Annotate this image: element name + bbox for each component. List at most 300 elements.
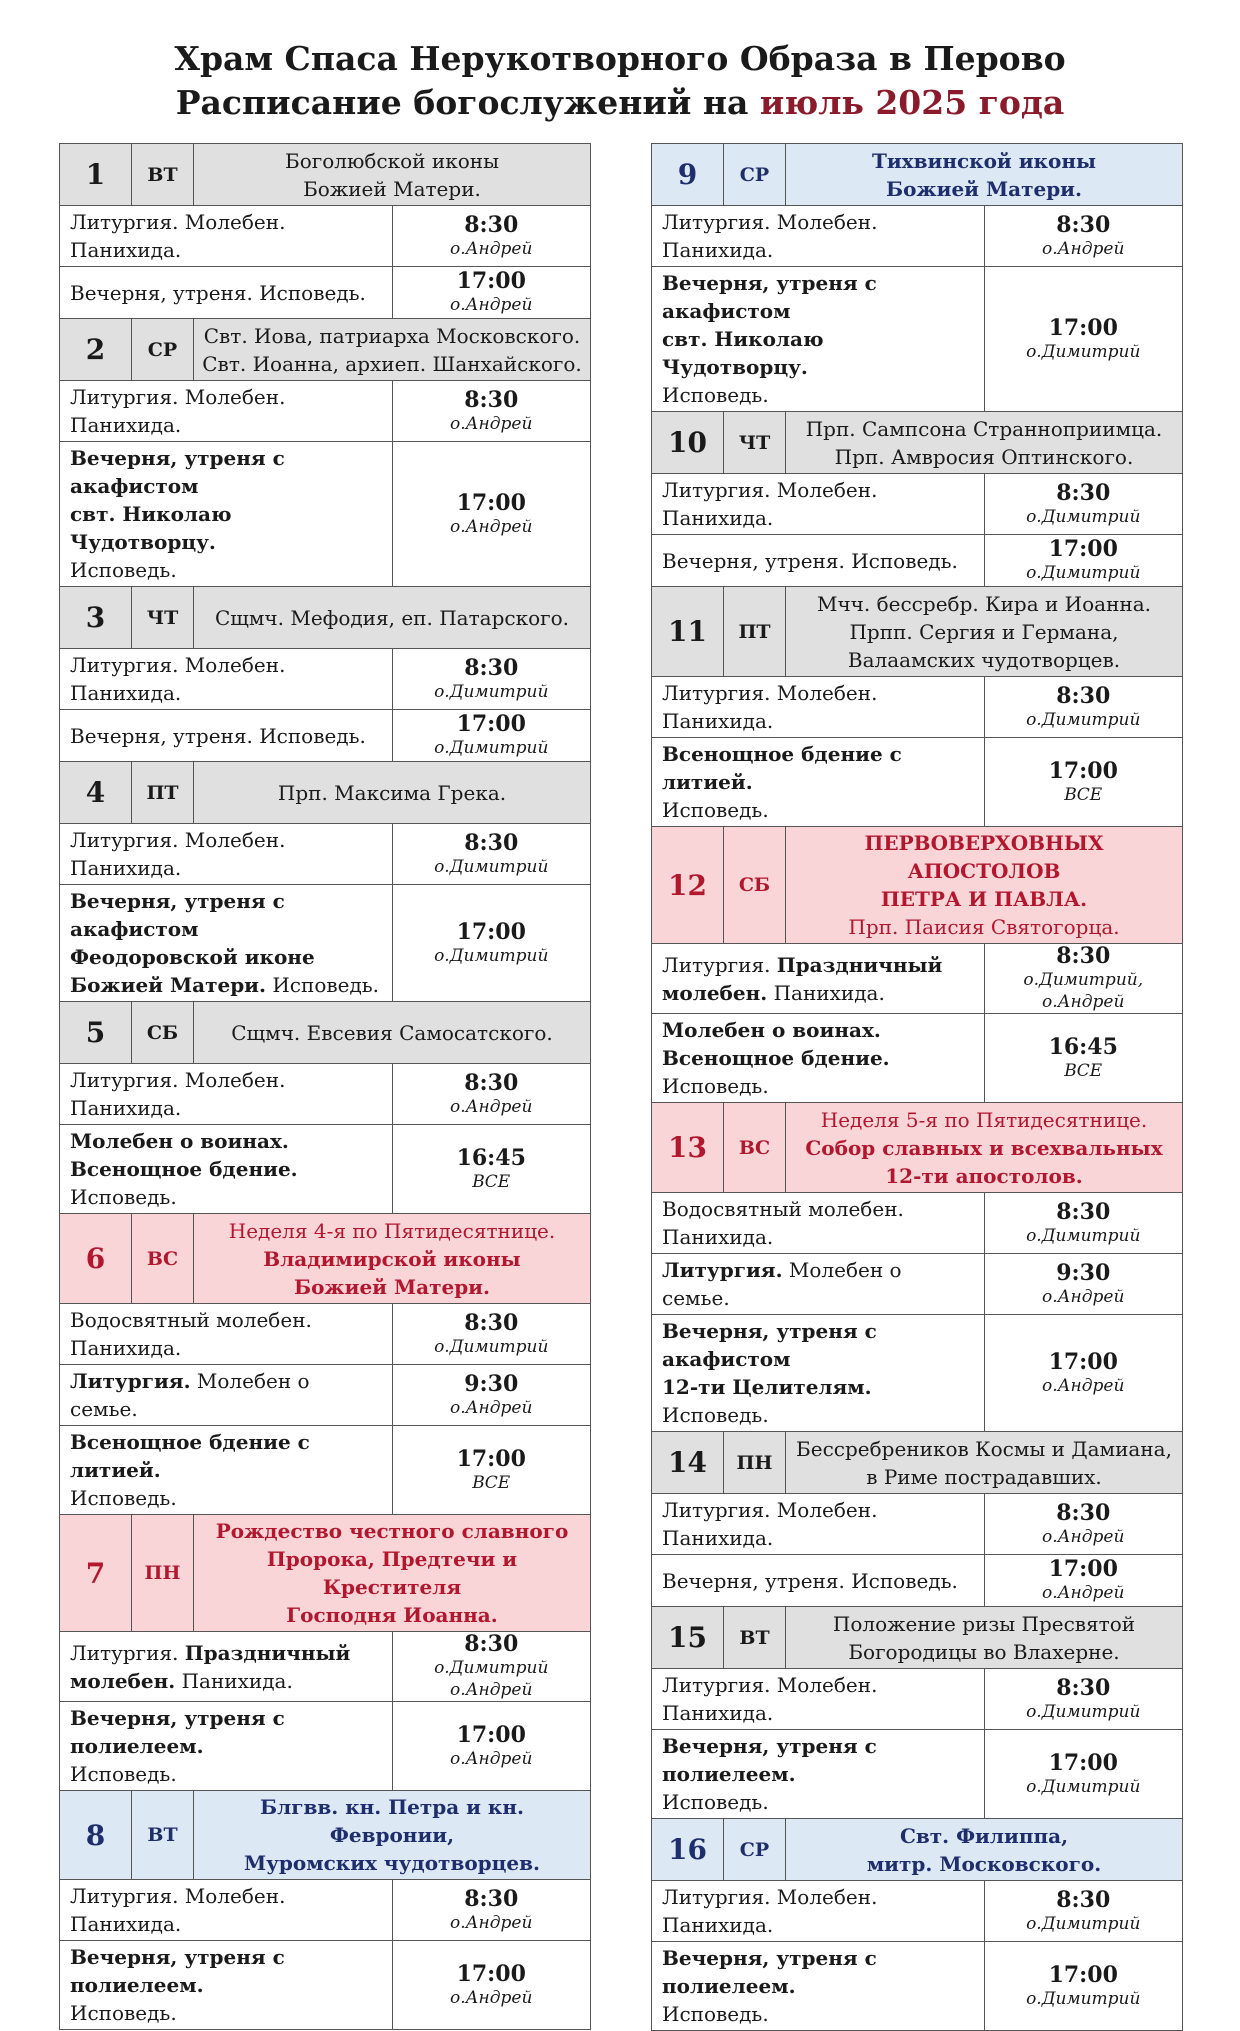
service-line (70, 383, 382, 439)
service-row (60, 1064, 591, 1125)
service-time: 17:00 (456, 1960, 526, 1987)
service-text: Вечерня, утреня с полиелеем. (70, 1945, 285, 1997)
service-time-cell (392, 1365, 591, 1426)
service-time-cell (984, 206, 1183, 267)
service-text-bold: Праздничный (776, 952, 943, 977)
service-time: 17:00 (456, 1721, 526, 1748)
feast-line (790, 1850, 1178, 1878)
day-header-row (652, 1607, 1183, 1669)
service-line (70, 1428, 382, 1484)
service-line (70, 279, 382, 307)
day-header-row (652, 412, 1183, 474)
service-line (70, 1484, 382, 1512)
service-time: 8:30 (464, 829, 519, 856)
feast-text: Валаамских чудотворцев. (847, 647, 1121, 672)
service-text: 12-ти Целителям. (662, 1375, 872, 1399)
service-line (70, 1760, 382, 1788)
day-number: 14 (652, 1432, 724, 1494)
service-priest: о.Димитрий (1026, 1225, 1141, 1246)
service-text: Литургия. Молебен. Панихида. (70, 828, 286, 880)
service-text: Литургия. (662, 952, 777, 977)
service-description (60, 1702, 393, 1791)
feast-text: Собор славных и всехвальных (805, 1135, 1163, 1160)
feast-line (790, 829, 1178, 885)
day-number: 4 (60, 762, 132, 824)
feast-title (194, 1515, 591, 1632)
service-row (60, 1632, 591, 1702)
feast-line (198, 1545, 586, 1601)
feast-line (790, 1822, 1178, 1850)
service-line (662, 547, 974, 575)
feast-text: Божией Матери. (886, 176, 1082, 201)
service-text: Всенощное бдение с литией. (662, 742, 902, 794)
day-of-week: СР (724, 1819, 786, 1881)
service-line (70, 722, 382, 750)
service-row (60, 381, 591, 442)
service-row (652, 1555, 1183, 1607)
service-description (652, 474, 985, 535)
service-text: Вечерня, утреня с полиелеем. (662, 1734, 877, 1786)
service-text-tail: Исповедь. (662, 1403, 769, 1427)
service-time-cell (984, 1555, 1183, 1607)
service-text: Исповедь. (70, 558, 177, 582)
service-description (60, 1125, 393, 1214)
service-text: Молебен о воинах. (70, 1129, 289, 1153)
service-time-cell (984, 1494, 1183, 1555)
feast-title (194, 587, 591, 649)
service-text-tail: Панихида. (175, 1668, 293, 1693)
service-line (662, 1671, 974, 1727)
service-line (662, 1016, 974, 1044)
service-line (662, 1883, 974, 1939)
service-time-cell (392, 1125, 591, 1214)
service-text: Вечерня, утреня с акафистом (662, 1319, 877, 1371)
page-title: Храм Спаса Нерукотворного Образа в Перово (174, 39, 1066, 78)
service-description (652, 267, 985, 412)
service-priest: о.Димитрий (434, 856, 549, 877)
service-time-cell (984, 1254, 1183, 1315)
service-time-cell (392, 1064, 591, 1125)
feast-text: Рождество честного славного (215, 1519, 569, 1543)
service-line (662, 1567, 974, 1595)
feast-text: митр. Московского. (866, 1851, 1102, 1876)
feast-line (790, 913, 1178, 941)
service-row (652, 1494, 1183, 1555)
feast-title (786, 412, 1183, 474)
service-text: . Исповедь. (246, 280, 366, 305)
service-text: Вечерня, утреня с акафистом (662, 271, 877, 323)
service-line (70, 1066, 382, 1122)
feast-line (790, 1463, 1178, 1491)
service-row (60, 267, 591, 319)
service-priest: ВСЕ (472, 1171, 511, 1192)
feast-text: Пророка, Предтечи и Крестителя (266, 1547, 518, 1599)
feast-line (790, 590, 1178, 618)
service-text: Вечерня, утреня (662, 548, 839, 573)
service-text: Исповедь. (662, 2002, 769, 2026)
service-priest: ВСЕ (472, 1472, 511, 1493)
service-text: Литургия. Молебен. Панихида. (70, 653, 286, 705)
service-line (70, 1882, 382, 1938)
service-time-cell (984, 1315, 1183, 1432)
service-priest: о.Димитрий (434, 1336, 549, 1357)
service-priest: о.Андрей (450, 1748, 533, 1769)
service-time: 9:30 (464, 1370, 519, 1397)
day-of-week: СР (132, 319, 194, 381)
service-description (60, 1426, 393, 1515)
service-line (70, 1367, 382, 1423)
feast-line (790, 1162, 1178, 1190)
service-priest: о.Андрей (1042, 238, 1125, 259)
service-priest: о.Димитрий (434, 738, 549, 758)
service-time: 8:30 (464, 1885, 519, 1912)
service-time: 8:30 (1056, 479, 1111, 506)
service-row (652, 535, 1183, 587)
day-number: 3 (60, 587, 132, 649)
feast-line (198, 175, 586, 203)
service-time: 8:30 (1056, 1198, 1111, 1225)
day-header-row (652, 1819, 1183, 1881)
service-priest: ВСЕ (1064, 1060, 1103, 1081)
service-row (652, 738, 1183, 827)
service-description (60, 267, 393, 319)
service-line (70, 943, 382, 971)
service-line (70, 1943, 382, 1999)
service-description (652, 535, 985, 587)
service-line (70, 651, 382, 707)
service-time: 9:30 (1056, 1259, 1111, 1286)
service-description (652, 1315, 985, 1432)
feast-line (790, 1638, 1178, 1666)
service-line (662, 1044, 974, 1100)
schedule-column-right (651, 143, 1183, 2031)
service-line (70, 1639, 382, 1667)
service-time: 17:00 (1048, 1556, 1118, 1582)
subtitle-prefix: Расписание богослужений на (175, 83, 760, 122)
feast-line (198, 1849, 586, 1877)
service-time: 17:00 (456, 711, 526, 737)
feast-text: Прп. Максима Грека. (277, 780, 507, 805)
service-line (70, 826, 382, 882)
service-text: Вечерня, утреня с акафистом (70, 889, 285, 941)
feast-text: Свт. Филиппа, (899, 1823, 1069, 1848)
service-text: Литургия. (70, 1640, 185, 1665)
service-description (652, 677, 985, 738)
service-line (662, 1788, 974, 1816)
service-time-cell (392, 649, 591, 710)
service-time-cell (392, 1702, 591, 1791)
day-number: 5 (60, 1002, 132, 1064)
feast-line (790, 618, 1178, 646)
day-number: 16 (652, 1819, 724, 1881)
day-header-row (652, 1103, 1183, 1193)
service-time: 8:30 (1056, 682, 1111, 709)
service-row (60, 1702, 591, 1791)
service-text: . Исповедь. (838, 1568, 958, 1593)
feast-text: Мчч. бессребр. Кира и Иоанна. (816, 591, 1152, 616)
service-line (662, 1732, 974, 1788)
day-number: 9 (652, 144, 724, 206)
service-line (662, 1496, 974, 1552)
service-text: молебен. (70, 1668, 176, 1693)
service-row (652, 677, 1183, 738)
feast-line (790, 147, 1178, 175)
feast-text: Прпп. Сергия и Германа, (849, 619, 1119, 644)
service-row (652, 1669, 1183, 1730)
service-text: Всенощное бдение с литией. (70, 1430, 310, 1482)
service-line (662, 208, 974, 264)
service-description (652, 1014, 985, 1103)
feast-title (786, 827, 1183, 944)
feast-line (198, 1019, 586, 1047)
day-of-week: ВС (724, 1103, 786, 1193)
day-header-row (60, 1214, 591, 1304)
service-time: 8:30 (1056, 1674, 1111, 1701)
service-time-cell (984, 1942, 1183, 2031)
service-time: 17:00 (456, 268, 526, 294)
service-priest: о.Андрей (450, 1912, 533, 1933)
service-row (652, 944, 1183, 1014)
service-row (652, 1014, 1183, 1103)
service-row (652, 474, 1183, 535)
feast-line (198, 322, 586, 350)
service-description (60, 710, 393, 762)
service-text-tail: Молебен о семье. (70, 1369, 310, 1421)
service-description (652, 1555, 985, 1607)
service-time: 17:00 (456, 918, 526, 945)
service-text: Всенощное бдение. (70, 1157, 298, 1181)
feast-text: Богородицы во Влахерне. (848, 1639, 1120, 1664)
service-text-tail: Молебен о семье. (662, 1258, 902, 1310)
service-time: 8:30 (1056, 1886, 1111, 1913)
service-text: Водосвятный молебен. Панихида. (70, 1308, 312, 1360)
service-description (652, 1881, 985, 1942)
service-line (662, 1256, 974, 1312)
service-description (652, 1254, 985, 1315)
service-line (662, 1317, 974, 1373)
service-text: Исповедь. (70, 1486, 177, 1510)
day-of-week: ВС (132, 1214, 194, 1304)
service-line (70, 556, 382, 584)
service-time-cell (392, 824, 591, 885)
day-of-week: ПТ (724, 587, 786, 677)
day-of-week: ВТ (132, 144, 194, 206)
service-text: Исповедь. (662, 383, 769, 407)
feast-text: Муромских чудотворцев. (243, 1851, 541, 1875)
service-time: 8:30 (464, 1631, 519, 1657)
feast-text: Прп. Амвросия Оптинского. (834, 444, 1134, 469)
day-of-week: СБ (132, 1002, 194, 1064)
service-priest: о.Андрей (450, 516, 533, 537)
feast-line (198, 1217, 586, 1245)
service-line (70, 887, 382, 943)
service-time: 17:00 (1048, 1961, 1118, 1988)
feast-text: ПЕРВОВЕРХОВНЫХ АПОСТОЛОВ (864, 831, 1104, 883)
service-line (662, 381, 974, 409)
service-text: Вечерня, утреня (70, 280, 247, 305)
service-row (652, 206, 1183, 267)
feast-line (790, 1435, 1178, 1463)
service-time: 17:00 (1048, 314, 1118, 341)
service-priest: о.Андрей (1042, 1583, 1125, 1603)
service-line (70, 1667, 382, 1695)
feast-title (786, 144, 1183, 206)
service-text: . Исповедь. (838, 548, 958, 573)
feast-line (198, 147, 586, 175)
service-priest: о.Димитрий (1026, 1701, 1141, 1722)
service-time: 8:30 (1056, 943, 1111, 969)
feast-text: Владимирской иконы (263, 1246, 521, 1271)
service-line (70, 971, 382, 999)
feast-text: Боголюбской иконы (285, 148, 499, 173)
feast-title (194, 144, 591, 206)
day-header-row (60, 762, 591, 824)
service-time-cell (984, 535, 1183, 587)
service-text: Исповедь. (70, 1762, 177, 1786)
day-header-row (60, 1515, 591, 1632)
service-priest: о.Андрей (1042, 1375, 1125, 1396)
feast-line (198, 604, 586, 632)
service-line (70, 1306, 382, 1362)
day-number: 15 (652, 1607, 724, 1669)
feast-text: Господня Иоанна. (286, 1603, 498, 1627)
day-header-row (60, 319, 591, 381)
service-text: свт. Николаю Чудотворцу. (70, 502, 232, 554)
service-row (60, 1125, 591, 1214)
service-priest: о.Андрей (1042, 992, 1125, 1012)
feast-title (194, 762, 591, 824)
service-priest: о.Андрей (1042, 1286, 1125, 1307)
service-row (60, 710, 591, 762)
service-description (60, 1880, 393, 1941)
day-number: 2 (60, 319, 132, 381)
service-line (70, 1704, 382, 1760)
feast-title (786, 1432, 1183, 1494)
service-priest: о.Андрей (450, 1397, 533, 1418)
feast-text: Божией Матери. (303, 176, 481, 201)
service-line (662, 979, 974, 1007)
service-time-cell (392, 1426, 591, 1515)
service-text: Вечерня, утреня (662, 1568, 839, 1593)
service-text: Вечерня, утреня с акафистом (70, 446, 285, 498)
service-text: Литургия. Молебен. Панихида. (70, 385, 286, 437)
page-subtitle (0, 80, 1240, 126)
day-header-row (652, 587, 1183, 677)
service-priest: о.Димитрий (1026, 563, 1141, 583)
service-text: Литургия. Молебен. Панихида. (662, 478, 878, 530)
service-line (662, 1195, 974, 1251)
service-description (60, 824, 393, 885)
service-time-cell (984, 1014, 1183, 1103)
service-time-cell (392, 1304, 591, 1365)
service-text: Литургия. Молебен. Панихида. (662, 1885, 878, 1937)
service-priest: о.Андрей (450, 1680, 533, 1700)
service-row (60, 649, 591, 710)
service-description (652, 944, 985, 1014)
service-priest: о.Андрей (1042, 1526, 1125, 1547)
service-row (60, 1304, 591, 1365)
service-time-cell (392, 206, 591, 267)
schedule-table-right (651, 143, 1183, 2031)
feast-text: Неделя 4-я по Пятидесятнице. (228, 1218, 556, 1243)
service-time: 8:30 (464, 1069, 519, 1096)
service-priest: о.Димитрий, (1023, 970, 1144, 990)
service-time: 8:30 (464, 1309, 519, 1336)
service-time: 16:45 (1048, 1033, 1118, 1060)
feast-title (194, 319, 591, 381)
service-text: . Исповедь. (246, 723, 366, 748)
service-priest: о.Димитрий (1026, 1776, 1141, 1797)
service-text: Литургия. Молебен. Панихида. (662, 210, 878, 262)
service-time-cell (984, 738, 1183, 827)
service-row (652, 1254, 1183, 1315)
day-of-week: ВТ (132, 1791, 194, 1880)
service-row (60, 442, 591, 587)
service-description (652, 1193, 985, 1254)
service-priest: о.Димитрий (1026, 1988, 1141, 2009)
service-row (60, 1365, 591, 1426)
feast-text: Свт. Иоанна, архиеп. Шанхайского. (202, 351, 582, 376)
service-line (662, 679, 974, 735)
feast-title (786, 587, 1183, 677)
service-priest: о.Андрей (450, 1096, 533, 1117)
service-text: Божией Матери. (70, 973, 266, 997)
service-priest: о.Димитрий (434, 1658, 549, 1678)
feast-text: Прп. Паисия Святогорца. (848, 915, 1120, 939)
service-time-cell (984, 944, 1183, 1014)
day-number: 12 (652, 827, 724, 944)
service-row (652, 1730, 1183, 1819)
service-row (60, 1941, 591, 2030)
day-number: 8 (60, 1791, 132, 1880)
service-line (662, 1373, 974, 1429)
service-text-tail: Панихида. (767, 980, 885, 1005)
feast-line (198, 1245, 586, 1273)
service-row (60, 885, 591, 1002)
service-text: Литургия. Молебен. Панихида. (70, 210, 286, 262)
day-header-row (60, 144, 591, 206)
service-line (662, 269, 974, 325)
service-text: Литургия. Молебен. Панихида. (662, 1498, 878, 1550)
service-line (70, 444, 382, 500)
service-row (652, 267, 1183, 412)
service-text: молебен. (662, 980, 768, 1005)
service-line (662, 325, 974, 381)
feast-text: в Риме пострадавших. (866, 1464, 1102, 1489)
feast-text: 12-ти апостолов. (885, 1163, 1083, 1188)
service-priest: о.Димитрий (1026, 341, 1141, 362)
service-time-cell (392, 1632, 591, 1702)
service-time: 17:00 (1048, 1749, 1118, 1776)
service-text: Литургия. Молебен. Панихида. (70, 1068, 286, 1120)
schedule-column-left (59, 143, 591, 2030)
service-text-tail: Исповедь. (70, 1185, 177, 1209)
service-time-cell (392, 885, 591, 1002)
feast-line (198, 1601, 586, 1629)
service-line (662, 1944, 974, 2000)
subtitle-month: июль 2025 года (759, 83, 1065, 122)
service-line (70, 1155, 382, 1211)
service-description (652, 1669, 985, 1730)
service-line (662, 476, 974, 532)
service-text: Литургия. (662, 1258, 783, 1282)
service-priest: о.Андрей (450, 238, 533, 259)
feast-line (790, 1106, 1178, 1134)
day-of-week: ВТ (724, 1607, 786, 1669)
service-row (652, 1193, 1183, 1254)
service-text: Вечерня, утреня с полиелеем. (70, 1706, 285, 1758)
feast-line (790, 885, 1178, 913)
